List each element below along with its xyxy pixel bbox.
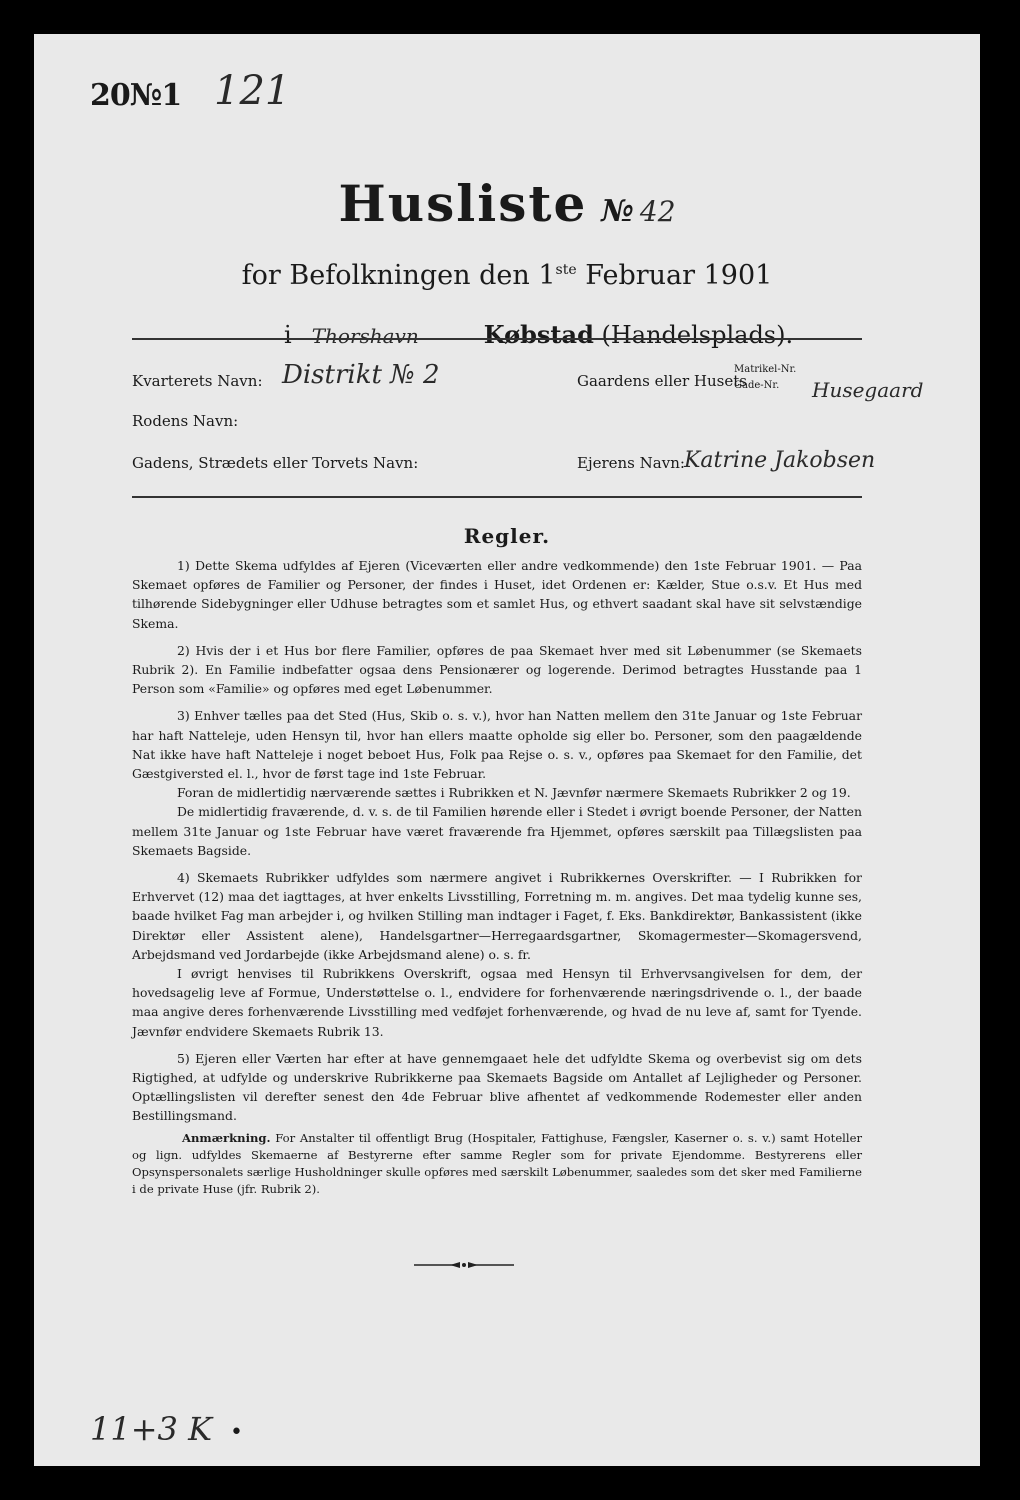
matrikel-label: Matrikel-Nr. <box>734 364 797 375</box>
census-form-page <box>34 34 980 1466</box>
subtitle-before: for Befolkningen den 1 <box>241 260 556 291</box>
kvarter-label: Kvarterets Navn: <box>132 372 263 390</box>
rules-body <box>132 556 862 1134</box>
kvarter-value: Distrikt № 2 <box>282 360 440 390</box>
ornament-divider-icon <box>414 1260 514 1270</box>
rule-paragraph: 1) Dette Skema udfyldes af Ejeren (Viceværten eller andre vedkommende) den 1ste Februar 1901. — Paa Skemaet opføres de Familier og Personer, der findes i Huset, idet Ordenen er: Kælder, Stue o.s.v. Et Hus med tilhørende Sidebygninger eller Udhuse betragtes som et samlet Hus, og ethvert saadant skal have sit selvstændige Skema. <box>132 558 862 631</box>
place-type-bold: Købstad <box>483 320 594 349</box>
roden-label: Rodens Navn: <box>132 412 239 430</box>
gaard-label: Gaardens eller Husets <box>577 372 747 390</box>
rule-paragraph: 2) Hvis der i et Hus bor flere Familier, opføres de paa Skemaet hver med sit Løbenummer (se Skemaets Rubrik 2). En Familie indbefatter ogsaa dens Pensionærer og logerende. Derimod betragtes Husstande paa 1 Person som «Familie» og opføres med eget Løbenummer. <box>132 642 862 697</box>
stamp-number: 20№1 <box>90 78 182 113</box>
place-prefix: i <box>284 321 292 349</box>
title-number-value: 42 <box>639 195 676 228</box>
gade-nr-label: Gade-Nr. <box>734 380 780 391</box>
place-type-paren: (Handelsplads). <box>593 321 794 349</box>
rules-title: Regler. <box>463 524 551 548</box>
note-head: Anmærkning. <box>182 1131 271 1145</box>
subtitle-sup: ste <box>555 262 577 278</box>
gaard-value: Husegaard <box>812 378 924 402</box>
handwritten-mark-bottom: 11+3 K <box>90 1410 212 1448</box>
place-line <box>284 320 793 349</box>
rule-paragraph: 5) Ejeren eller Værten har efter at have gennemgaaet hele det udfyldte Skema og overbevist sig om dets Rigtighed, at udfylde og underskrive Rubrikkerne paa Skemaets Bagside om Antallet af Lejligheder og Personer. Optællingslisten vil derefter senest den 4de Februar blive afhentet af vedkommende Rodemester eller anden Bestillingsmand. <box>132 1050 862 1124</box>
place-name-handwritten: Thorshavn <box>311 324 419 348</box>
divider-top <box>132 338 862 340</box>
rule-paragraph: De midlertidig fraværende, d. v. s. de til Familien hørende eller i Stedet i øvrigt boende Personer, der Natten mellem 31te Januar og 1ste Februar have været fraværende fra Hjemmet, opføres særskilt paa Tillægslisten paa Skemaets Bagside. <box>132 804 862 858</box>
title-number-prefix: № <box>601 194 634 229</box>
rule-paragraph: 3) Enhver tælles paa det Sted (Hus, Skib o. s. v.), hvor han Natten mellem den 31te Januar og 1ste Februar har haft Natteleje, uden Hensyn til, hvor han ellers maatte opholde sig eller bo. Personer, som den paagældende Nat ikke have haft Natteleje i noget beboet Hus, Folk paa Rejse o. s. v., opføres paa Skemaet for den Familie, det Gæstgiversted el. l., hvor de først tage ind 1ste Februar. <box>132 708 862 782</box>
handwritten-mark-top: 121 <box>214 68 291 114</box>
note <box>132 1130 862 1198</box>
ink-dot: • <box>230 1420 243 1445</box>
title-line <box>34 174 980 233</box>
eier-label: Ejerens Navn: <box>577 454 685 472</box>
note-paragraph <box>132 1130 862 1198</box>
divider-bottom <box>132 496 862 498</box>
subtitle-after: Februar 1901 <box>576 260 773 291</box>
gade-label: Gadens, Strædets eller Torvets Navn: <box>132 454 419 472</box>
eier-value: Katrine Jakobsen <box>684 448 876 473</box>
subtitle <box>34 260 980 291</box>
rule-paragraph: 4) Skemaets Rubrikker udfyldes som nærmere angivet i Rubrikkernes Overskrifter. — I Rubrikken for Erhvervet (12) maa det iagttages, at hver enkelts Livsstilling, Forretning m. m. angives. Det maa tydelig kunne ses, baade hvilket Fag man arbejder i, og hvilken Stilling man indtager i Faget, f. Eks. Bankdirektør, Bankassistent (ikke Direktør eller Assistent alene), Handelsgartner—Herregaardsgartner, Skomagermester—Skomagersvend, Arbejdsmand ved Jordarbejde (ikke Arbejdsmand alene) o. s. fr. <box>132 870 862 962</box>
rule-paragraph: I øvrigt henvises til Rubrikkens Overskrift, ogsaa med Hensyn til Erhvervsangivelsen for dem, der hovedsagelig leve af Formue, Understøttelse o. l., endvidere for forhenværende næringsdrivende o. l., der baade maa angive deres forhenværende Livsstilling med vedføjet forhenværende, og hvad de nu leve af, samt for Tyende. Jævnfør endvidere Skemaets Rubrik 13. <box>132 966 862 1039</box>
rule-paragraph: Foran de midlertidig nærværende sættes i Rubrikken et N. Jævnfør nærmere Skemaets Rubrikker 2 og 19. <box>177 785 851 801</box>
note-text: For Anstalter til offentligt Brug (Hospitaler, Fattighuse, Fængsler, Kaserner o. s. v.) samt Hoteller og lign. udfyldes Skemaerne af Bestyrerne efter samme Regler som for private Ejendomme. Bestyrerens eller Opsynspersonalets særlige Husholdninger skulle opføres med særskilt Løbenummer, saaledes som det sker med Familierne i de private Huse (jfr. Rubrik 2). <box>132 1131 862 1196</box>
gaard-number-labels <box>734 362 796 394</box>
page-title: Husliste <box>338 174 588 233</box>
